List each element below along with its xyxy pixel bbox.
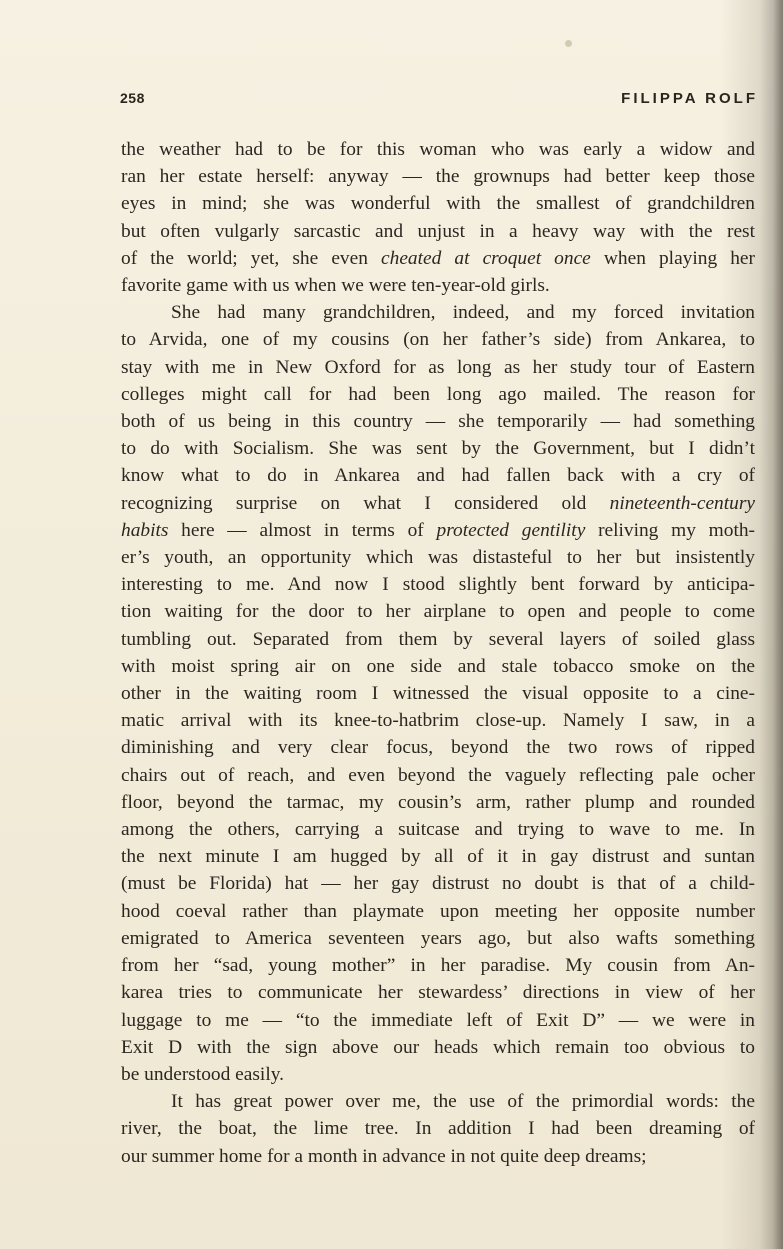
text-line <box>121 680 755 707</box>
text-line <box>121 354 755 381</box>
text-segment: among the others, carrying a suitcase and trying to wave to me. In <box>121 819 755 841</box>
text-segment: when playing her <box>590 247 755 269</box>
text-segment: know what to do in Ankarea and had fallen back with a cry of <box>121 465 755 487</box>
text-line <box>121 979 755 1006</box>
text-segment: diminishing and very clear focus, beyond the two rows of ripped <box>121 737 755 759</box>
text-line <box>121 245 755 272</box>
text-segment: Exit D with the sign above our heads which remain too obvious to <box>121 1036 755 1058</box>
page-header <box>120 88 758 112</box>
paragraph <box>121 299 755 1088</box>
text-segment: the weather had to be for this woman who was early a widow and <box>121 139 755 160</box>
text-line <box>121 816 755 843</box>
text-line <box>121 898 755 925</box>
text-line <box>121 136 755 163</box>
text-line <box>121 870 755 897</box>
text-line <box>121 1115 755 1142</box>
text-line <box>121 925 755 952</box>
text-line <box>121 1007 755 1034</box>
text-line <box>121 952 755 979</box>
text-line <box>121 462 755 489</box>
text-segment: from her “sad, young mother” in her paradise. My cousin from An- <box>121 955 755 977</box>
text-segment: other in the waiting room I witnessed the visual opposite to a cine- <box>121 683 755 705</box>
text-segment: recognizing surprise on what I considered old <box>121 492 610 514</box>
running-head: FILIPPA ROLF <box>621 90 758 107</box>
italic-text: habits <box>121 519 169 541</box>
italic-text: protected gentility <box>436 519 586 541</box>
page-gutter-shadow <box>773 0 783 1249</box>
text-segment: with moist spring air on one side and stale tobacco smoke on the <box>121 655 755 677</box>
text-segment: but often vulgarly sarcastic and unjust in a heavy way with the rest <box>121 220 755 242</box>
text-segment: to Arvida, one of my cousins (on her father’s side) from Ankarea, to <box>121 329 755 351</box>
text-segment: emigrated to America seventeen years ago, but also wafts something <box>121 927 755 949</box>
text-line <box>121 326 755 353</box>
text-segment: river, the boat, the lime tree. In addition I had been dreaming of <box>121 1118 755 1140</box>
text-segment: favorite game with us when we were ten-year-old girls. <box>121 275 550 297</box>
text-line <box>121 435 755 462</box>
text-segment: the next minute I am hugged by all of it in gay distrust and suntan <box>121 846 755 868</box>
paragraph <box>121 136 755 299</box>
text-segment: floor, beyond the tarmac, my cousin’s arm, rather plump and rounded <box>121 791 755 813</box>
text-segment: karea tries to communicate her stewardess’ directions in view of her <box>121 982 755 1004</box>
text-segment: hood coeval rather than playmate upon meeting her opposite number <box>121 900 755 922</box>
text-segment: It has great power over me, the use of the primordial words: the <box>171 1091 755 1113</box>
text-line <box>121 789 755 816</box>
text-segment: interesting to me. And now I stood slightly bent forward by anticipa- <box>121 574 755 596</box>
italic-text: cheated at croquet once <box>381 247 591 269</box>
text-line <box>121 1088 755 1115</box>
text-segment: tion waiting for the door to her airplane to open and people to come <box>121 601 755 623</box>
text-line <box>121 544 755 571</box>
text-segment: ran her estate herself: anyway — the grownups had better keep those <box>121 166 755 188</box>
text-line <box>121 598 755 625</box>
text-segment: both of us being in this country — she temporarily — had something <box>121 411 755 433</box>
text-line <box>121 1143 755 1170</box>
text-segment: reliving my moth- <box>585 519 755 541</box>
text-segment: matic arrival with its knee-to-hatbrim close-up. Namely I saw, in a <box>121 710 755 732</box>
text-line <box>121 190 755 217</box>
ink-mark <box>565 40 572 47</box>
text-line <box>121 490 755 517</box>
text-segment: our summer home for a month in advance in not quite deep dreams; <box>121 1145 647 1167</box>
paragraph <box>121 1088 755 1170</box>
text-line <box>121 843 755 870</box>
text-line <box>121 762 755 789</box>
text-segment: here — almost in terms of <box>168 519 437 541</box>
body-text <box>121 136 755 1170</box>
text-line <box>121 734 755 761</box>
text-line <box>121 517 755 544</box>
text-segment: She had many grandchildren, indeed, and my forced invitation <box>171 302 755 324</box>
text-segment: tumbling out. Separated from them by several layers of soiled glass <box>121 628 755 650</box>
text-segment: luggage to me — “to the immediate left of Exit D” — we were in <box>121 1009 755 1031</box>
text-segment: to do with Socialism. She was sent by the Government, but I didn’t <box>121 438 755 460</box>
page-number: 258 <box>120 90 145 106</box>
text-line <box>121 626 755 653</box>
text-line <box>121 381 755 408</box>
text-line <box>121 1034 755 1061</box>
text-segment: be understood easily. <box>121 1063 284 1085</box>
text-segment: eyes in mind; she was wonderful with the smallest of grandchildren <box>121 193 755 215</box>
text-line <box>121 1061 755 1088</box>
text-line <box>121 218 755 245</box>
italic-text: nineteenth-century <box>609 492 755 514</box>
text-line <box>121 408 755 435</box>
text-segment: chairs out of reach, and even beyond the vaguely reflecting pale ocher <box>121 764 755 786</box>
text-line <box>121 272 755 299</box>
text-segment: of the world; yet, she even <box>121 247 382 269</box>
text-segment: colleges might call for had been long ago mailed. The reason for <box>121 383 755 405</box>
text-line <box>121 571 755 598</box>
text-segment: (must be Florida) hat — her gay distrust no doubt is that of a child- <box>121 873 755 895</box>
text-segment: stay with me in New Oxford for as long as her study tour of Eastern <box>121 356 755 378</box>
text-line <box>121 653 755 680</box>
text-line <box>121 707 755 734</box>
text-line <box>121 163 755 190</box>
text-line <box>121 299 755 326</box>
text-segment: er’s youth, an opportunity which was distasteful to her but insistently <box>121 547 755 569</box>
